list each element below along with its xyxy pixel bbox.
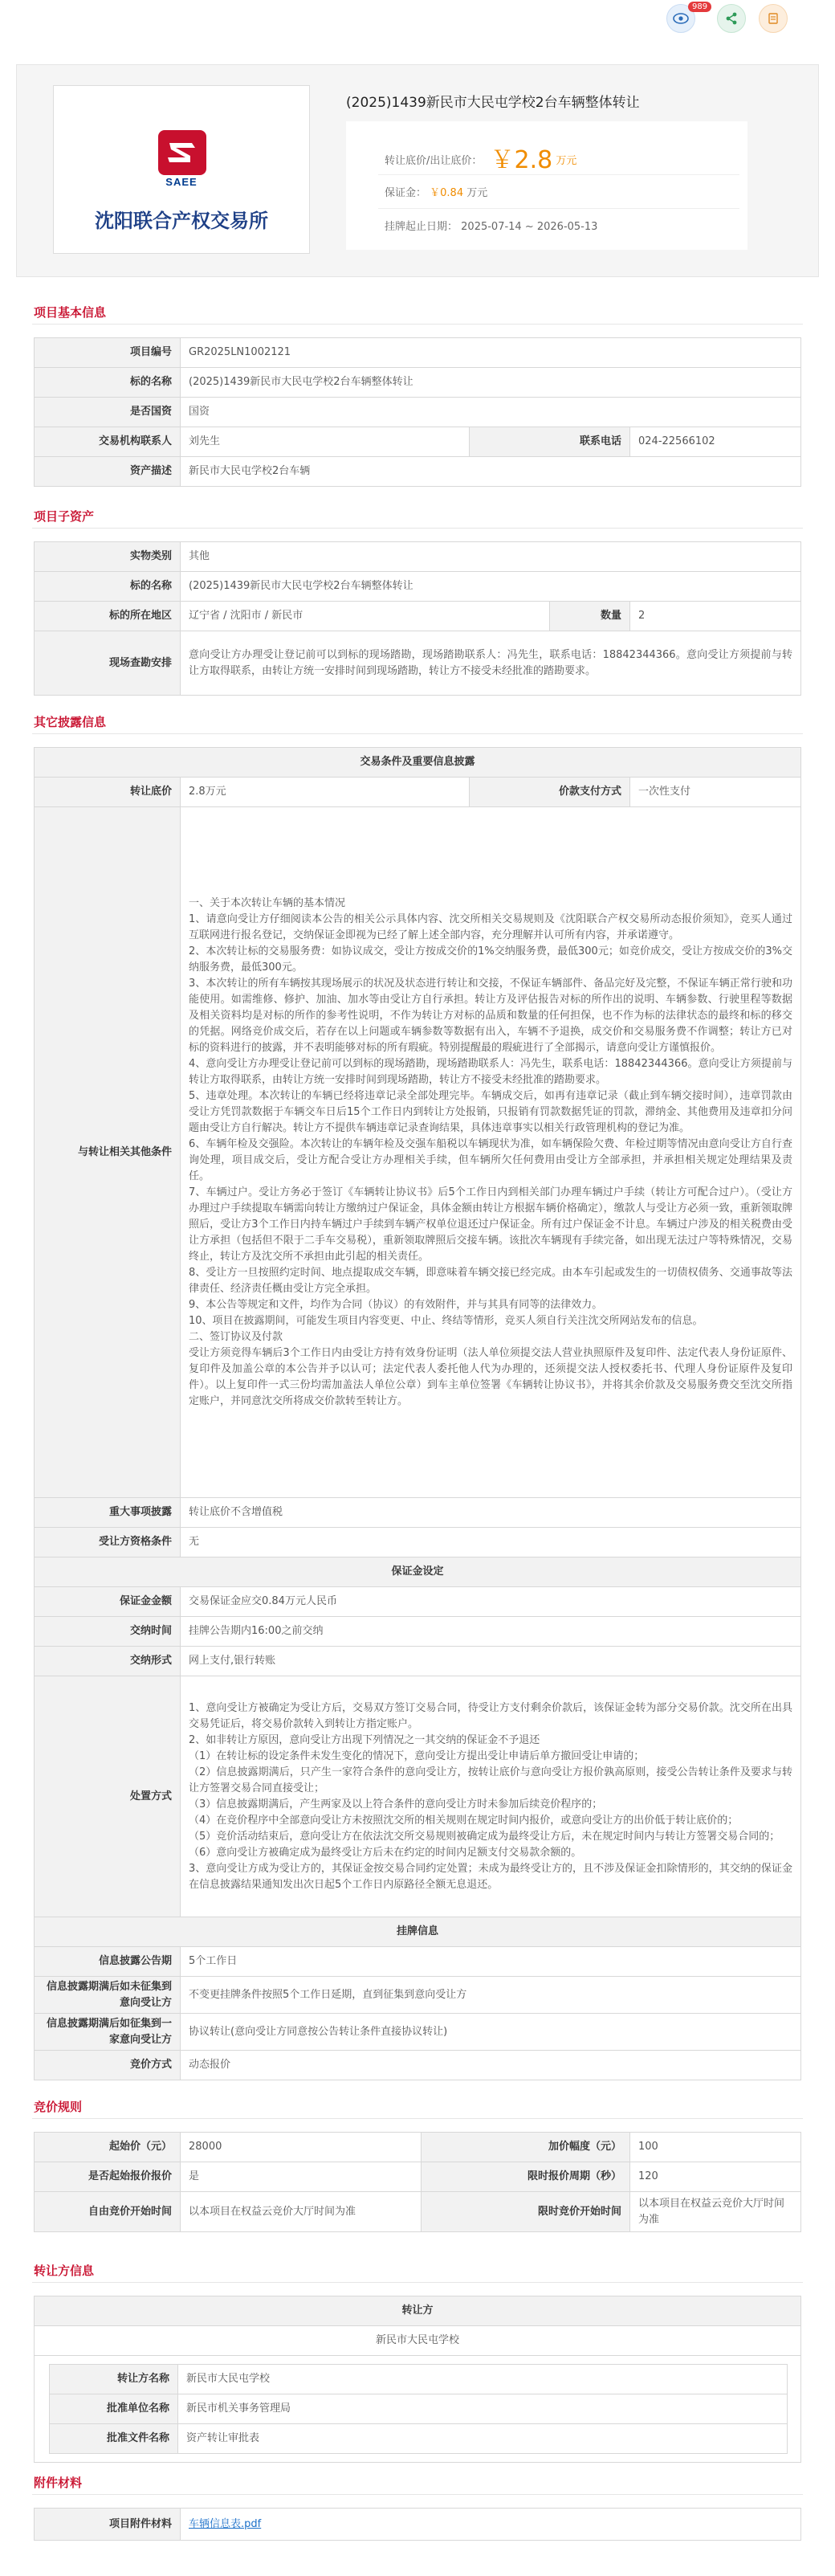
no-buyer-handling: 不变更挂牌条件按照5个工作日延期，直到征集到意向受让方 — [181, 1977, 801, 2014]
share-icon[interactable] — [717, 4, 746, 33]
cell-label: 价款支付方式 — [470, 778, 630, 807]
cell-label: 重大事项披露 — [35, 1498, 181, 1528]
cell-label: 起始价（元） — [35, 2133, 181, 2162]
logo-text-cn: 沈阳联合产权交易所 — [95, 209, 268, 232]
cell-label: 交纳时间 — [35, 1617, 181, 1647]
cell-label: 交易机构联系人 — [35, 427, 181, 457]
seller-table — [34, 2296, 801, 2463]
paragraph: 6、车辆年检及交强险。本次转让的车辆年检及交强车船税以车辆现状为准，如车辆保险欠费、年检过期等情况由意向受让方自行查询处理，项目成交后，受让方配合受让方办理相关手续，但车辆所欠任何费用由受让方全部承担，并承担相关规定处理结果及责任。 — [189, 1137, 793, 1182]
disclosure-period: 5个工作日 — [181, 1947, 801, 1977]
section-divider — [32, 2494, 803, 2495]
cell-label: 是否起始报价报价 — [35, 2162, 181, 2192]
cell-label: 受让方资格条件 — [35, 1528, 181, 1557]
view-count-badge: 989 — [688, 2, 711, 12]
project-header-card — [16, 64, 819, 277]
cell-label: 保证金金额 — [35, 1587, 181, 1617]
project-code: GR2025LN1002121 — [181, 338, 801, 368]
seller-header: 转让方 — [35, 2296, 801, 2326]
approval-doc: 资产转让审批表 — [178, 2424, 788, 2454]
seller-detail-table — [49, 2364, 788, 2454]
seller-name-title: 新民市大民屯学校 — [35, 2326, 801, 2356]
limit-bid-start: 以本项目在权益云竞价大厅时间为准 — [630, 2192, 801, 2232]
reserve-price-unit: 万元 — [556, 155, 577, 167]
deposit-value: ￥0.84 — [430, 187, 464, 199]
paragraph: （3）信息披露期满后，产生两家及以上符合条件的意向受让方时未参加后续竞价程序的； — [189, 1798, 603, 1811]
listing-header: 挂牌信息 — [35, 1917, 801, 1947]
reserve-price: 2.8万元 — [181, 778, 470, 807]
approver-name: 新民市机关事务管理局 — [178, 2394, 788, 2424]
section-title-bid: 竞价规则 — [34, 2100, 83, 2114]
cell-label: 转让方名称 — [50, 2365, 178, 2394]
start-price: 28000 — [181, 2133, 422, 2162]
payment-method: 一次性支付 — [630, 778, 801, 807]
logo-text-en: SAEE — [165, 176, 198, 188]
deposit-time: 挂牌公告期内16:00之前交纳 — [181, 1617, 801, 1647]
section-divider — [32, 733, 803, 734]
paragraph: 3、本次转让的所有车辆按其现场展示的状况及状态进行转让和交接，不保证车辆部件、备品完好及完整，不保证车辆正常行驶和功能使用。如需维修、修护、加油、加水等由受让方自行承担。转让方及评估报告对标的所作出的说明、车辆参数、行驶里程等数据及相关资料均是对标的所作的参考性说明，不作为转让方对标的品质和数量的任何担保，也不作为标的法律状态的最终和标的移交的凭据。网络竞价成交后，若存在以上问题或车辆参数等数据有出入，车辆不予退换，成交价和交易服务费不作调整；转让方已对标的资料进行的披露，并不表明能够对标的所有瑕疵。特别提醒最的瑕疵进行了全部揭示，请意向受让方谨慎报价。 — [189, 977, 793, 1054]
asset-description: 新民市大民屯学校2台车辆 — [181, 457, 801, 487]
section-divider — [32, 324, 803, 325]
section-title-seller: 转让方信息 — [34, 2264, 95, 2278]
state-owned-flag: 国资 — [181, 398, 801, 427]
cell-label: 标的所在地区 — [35, 602, 181, 631]
conditions-header: 交易条件及重要信息披露 — [35, 748, 801, 778]
single-buyer-handling: 协议转让(意向受让方同意按公告转让条件直接协议转让) — [181, 2014, 801, 2051]
price-summary — [346, 121, 747, 250]
cell-label: 信息披露期满后如征集到一家意向受让方 — [35, 2014, 181, 2051]
bid-increment: 100 — [630, 2133, 801, 2162]
basic-info-table — [34, 337, 801, 487]
reserve-price-row — [385, 136, 577, 174]
section-divider — [32, 2118, 803, 2119]
divider — [378, 174, 739, 175]
favorite-icon[interactable] — [759, 4, 788, 33]
paragraph: 4、意向受让方办理受让登记前可以到标的现场踏勘，现场踏勘联系人：冯先生，联系电话：18842344366。意向受让方须提前与转让方取得联系，由转让方统一安排时间到现场踏勘，转让方不接受未经批准的踏勘要求。 — [189, 1057, 793, 1086]
section-divider — [32, 528, 803, 529]
paragraph: 10、项目在披露期间，可能发生项目内容变更、中止、终结等情形，竞买人须自行关注沈交所网站发布的信息。 — [189, 1314, 703, 1327]
asset-table — [34, 541, 801, 696]
cell-label: 处置方式 — [35, 1676, 181, 1917]
cell-label: 标的名称 — [35, 572, 181, 602]
saee-logo-icon — [158, 130, 206, 178]
major-disclosure: 转让底价不含增值税 — [181, 1498, 801, 1528]
asset-quantity: 2 — [630, 602, 801, 631]
cell-label: 与转让相关其他条件 — [35, 807, 181, 1498]
cell-label: 限时报价周期（秒） — [422, 2162, 630, 2192]
cell-label: 转让底价 — [35, 778, 181, 807]
attachment-link[interactable]: 车辆信息表.pdf — [189, 2517, 262, 2530]
listing-period-value: 2025-07-14 ~ 2026-05-13 — [461, 221, 598, 233]
seller-name: 新民市大民屯学校 — [178, 2365, 788, 2394]
limit-cycle: 120 — [630, 2162, 801, 2192]
paragraph: （6）意向受让方被确定成为最终受让方后未在约定的时间内足额支付交易款余额的。 — [189, 1846, 582, 1859]
paragraph: 9、本公告等规定和文件，均作为合同（协议）的有效附件，并与其具有同等的法律效力。 — [189, 1298, 603, 1311]
deposit-row — [385, 184, 487, 199]
paragraph: 8、受让方一旦按照约定时间、地点提取成交车辆，即意味着车辆交接已经完成。由本车引起或发生的一切债权债务、交通事故等法律责任、经济责任概由受让方完全承担。 — [189, 1266, 793, 1295]
section-divider — [32, 2282, 803, 2283]
cell-label: 批准单位名称 — [50, 2394, 178, 2424]
cell-label: 竞价方式 — [35, 2051, 181, 2080]
cell-label: 加价幅度（元） — [422, 2133, 630, 2162]
cell-label: 批准文件名称 — [50, 2424, 178, 2454]
paragraph: 1、意向受让方被确定为受让方后，交易双方签订交易合同，待受让方支付剩余价款后，该保证金转为部分交易价款。沈交所在出具交易凭证后，将交易价款转入到转让方指定账户。 — [189, 1701, 793, 1730]
logo-box — [53, 85, 310, 254]
listing-period-row — [385, 218, 597, 233]
target-name: (2025)1439新民市大民屯学校2台车辆整体转让 — [181, 368, 801, 398]
section-title-basic: 项目基本信息 — [34, 305, 107, 320]
deposit-method: 网上支付,银行转账 — [181, 1647, 801, 1676]
section-title-attach: 附件材料 — [34, 2476, 83, 2490]
cell-label: 自由竞价开始时间 — [35, 2192, 181, 2232]
disclosure-table — [34, 747, 801, 2080]
paragraph: 一、关于本次转让车辆的基本情况 — [189, 896, 346, 909]
site-visit-arrangement: 意向受让方办理受让登记前可以到标的现场踏勘，现场踏勘联系人：冯先生，联系电话：18842344366。意向受让方须提前与转让方取得联系，由转让方统一安排时间到现场踏勘，转让方不接受未经批准的踏勘要求。 — [181, 631, 801, 696]
buyer-qualification: 无 — [181, 1528, 801, 1557]
cell-label: 实物类别 — [35, 542, 181, 572]
deposit-amount: 交易保证金应交0.84万元人民币 — [181, 1587, 801, 1617]
asset-name: (2025)1439新民市大民屯学校2台车辆整体转让 — [181, 572, 801, 602]
paragraph: 二、签订协议及付款 — [189, 1330, 283, 1343]
paragraph: 受让方须竞得车辆后3个工作日内由受让方持有效身份证明（法人单位须提交法人营业执照原件及复印件、法定代表人身份证原件、复印件及加盖公章的本公告并予以认可；法定代表人委托他人代为办理的，还须提交法人授权委托书、代理人身份证原件及复印件）。以上复印件一式三份均需加盖法人单位公章）到车主单位签署《车辆转让协议书》，并将其余价款及交易服务费交至沈交所指定账户，并同意沈交所将成交价款转至转让方。 — [189, 1346, 793, 1407]
cell-label: 项目附件材料 — [35, 2509, 181, 2541]
deposit-header: 保证金设定 — [35, 1557, 801, 1587]
bidding-rules-table — [34, 2132, 801, 2232]
section-title-other: 其它披露信息 — [34, 715, 107, 729]
bidding-method: 动态报价 — [181, 2051, 801, 2080]
paragraph: （5）竞价活动结束后，意向受让方在依法沈交所交易规则被确定成为最终受让方后，未在规定时间内与转让方签署交易合同的； — [189, 1830, 780, 1843]
listing-period-label: 挂牌起止日期： — [385, 221, 458, 233]
paragraph: 2、如非转让方原因，意向受让方出现下列情况之一其交纳的保证金不予退还 — [189, 1733, 540, 1746]
attachment-cell — [181, 2509, 801, 2541]
contact-person: 刘先生 — [181, 427, 470, 457]
cell-label: 限时竞价开始时间 — [422, 2192, 630, 2232]
deposit-unit: 万元 — [466, 187, 488, 199]
asset-location: 辽宁省 / 沈阳市 / 新民市 — [181, 602, 550, 631]
cell-label: 数量 — [550, 602, 630, 631]
contact-phone: 024-22566102 — [630, 427, 801, 457]
paragraph: （4）在竞价程序中全部意向受让方未按照沈交所的相关规则在规定时间内报价，或意向受让方的出价低于转让底价的； — [189, 1814, 739, 1827]
transfer-conditions-text — [181, 807, 801, 1498]
cell-label: 是否国资 — [35, 398, 181, 427]
paragraph: 7、车辆过户。受让方务必于签订《车辆转让协议书》后5个工作日内到相关部门办理车辆过户手续（转让方可配合过户）。（受让方办理过户手续提取车辆需向转让方缴纳过户保证金，具体金额由转让方根据车辆价格确定），缴款人与受让方必须一致，重新领取牌照后，受让方3个工作日内持车辆过户手续到车辆产权单位退还过户保证金。所有过户保证金不计息。车辆过户涉及的相关税费由受让方承担（包括但不限于二手车交易税），重新领取牌照后交接车辆。该批次车辆现有手续完备，如出现无法过户等特殊情况，交易终止，转让方及沈交所不承担由此引起的相关责任。 — [189, 1186, 793, 1263]
project-title: (2025)1439新民市大民屯学校2台车辆整体转让 — [346, 95, 640, 111]
reserve-price-label: 转让底价/出让底价： — [385, 155, 483, 167]
paragraph: 5、违章处理。本次转让的车辆已经将违章记录全部处理完毕。车辆成交后，如再有违章记录（截止到车辆交接时间），违章罚款由受让方凭罚款数据于车辆交车日后15个工作日内到转让方处报销，只报销有罚款数据凭证的罚款，滞纳金、其他费用及违章扣分问题由受让方自行解决。转让方不提供车辆违章记录查询结果，具体违章事实以相关行政管理机构的登记为准。 — [189, 1089, 793, 1134]
paragraph: （1）在转让标的设定条件未发生变化的情况下，意向受让方提出受让申请后单方撤回受让申请的； — [189, 1749, 645, 1762]
asset-type: 其他 — [181, 542, 801, 572]
cell-label: 现场查勘安排 — [35, 631, 181, 696]
cell-label: 资产描述 — [35, 457, 181, 487]
paragraph: （2）信息披露期满后，只产生一家符合条件的意向受让方，按转让底价与意向受让方报价孰高原则，接受公告转让条件及要求与转让方签署交易合同直接受让； — [189, 1766, 793, 1794]
deposit-label: 保证金： — [385, 187, 427, 199]
attachment-table — [34, 2508, 801, 2541]
paragraph: 3、意向受让方成为受让方的，其保证金按交易合同约定处置；未成为最终受让方的，且不涉及保证金扣除情形的，其交纳的保证金在信息披露结果通知发出次日起5个工作日内原路径全额无息退还。 — [189, 1862, 793, 1891]
cell-label: 交纳形式 — [35, 1647, 181, 1676]
deposit-disposal-text — [181, 1676, 801, 1917]
start-bid-flag: 是 — [181, 2162, 422, 2192]
top-toolbar — [0, 0, 835, 39]
divider — [378, 208, 739, 209]
seller-detail-wrap — [35, 2356, 801, 2463]
paragraph: 2、本次转让标的交易服务费：如协议成交，受让方按成交价的1%交纳服务费，最低300元；如竞价成交，受让方按成交价的3%交纳服务费，最低300元。 — [189, 945, 793, 974]
cell-label: 信息披露期满后如未征集到意向受让方 — [35, 1977, 181, 2014]
cell-label: 项目编号 — [35, 338, 181, 368]
section-title-asset: 项目子资产 — [34, 509, 95, 524]
cell-label: 信息披露公告期 — [35, 1947, 181, 1977]
paragraph: 1、请意向受让方仔细阅读本公告的相关公示具体内容、沈交所相关交易规则及《沈阳联合产权交易所动态报价须知》，竞买人通过互联网进行报名登记，交纳保证金即视为已经了解上述全部内容，充分理解并认可所有内容，并承诺遵守。 — [189, 912, 793, 941]
free-bid-start: 以本项目在权益云竞价大厅时间为准 — [181, 2192, 422, 2232]
reserve-price-value: ￥2.8 — [490, 146, 553, 174]
cell-label: 联系电话 — [470, 427, 630, 457]
cell-label: 标的名称 — [35, 368, 181, 398]
